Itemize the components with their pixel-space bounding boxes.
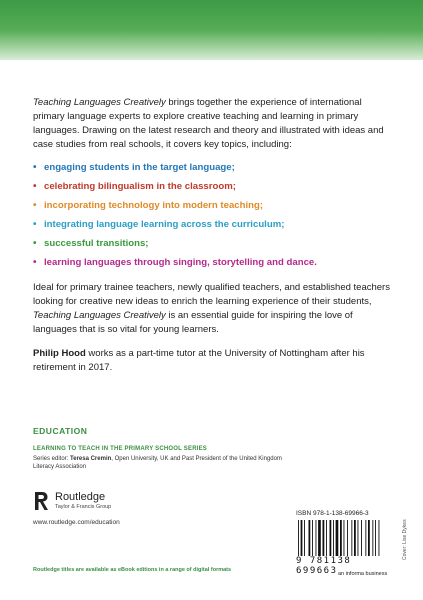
topic-label: incorporating technology into modern teaching; bbox=[44, 200, 264, 211]
author-bio-text: works as a part-time tutor at the University of Nottingham after his retirement in 2017. bbox=[33, 348, 365, 373]
topic-item bbox=[33, 181, 393, 193]
routledge-logo bbox=[33, 489, 193, 523]
book-title-italic: Teaching Languages Creatively bbox=[33, 97, 166, 108]
bullet-icon: • bbox=[33, 219, 37, 230]
topic-label: successful transitions; bbox=[44, 238, 149, 249]
ebook-note: Routledge titles are available as eBook editions in a range of digital formats bbox=[33, 567, 232, 573]
bullet-icon: • bbox=[33, 257, 37, 268]
series-title: LEARNING TO TEACH IN THE PRIMARY SCHOOL SERIES bbox=[33, 446, 207, 452]
bullet-icon: • bbox=[33, 162, 37, 173]
topic-label: celebrating bilingualism in the classroom; bbox=[44, 181, 236, 192]
topic-item bbox=[33, 219, 393, 231]
cover-credit: Cover: Lise Dykes bbox=[402, 519, 408, 560]
bullet-icon: • bbox=[33, 181, 37, 192]
topic-item bbox=[33, 162, 393, 174]
publisher-website: www.routledge.com/education bbox=[33, 519, 120, 526]
informa-business: an informa business bbox=[338, 571, 388, 577]
blurb bbox=[33, 96, 393, 375]
audience-text-after: is an essential guide for inspiring the love of languages that is so vital for young learners. bbox=[33, 310, 353, 335]
barcode-digits: 9 781138 699663 bbox=[296, 556, 352, 576]
author-name: Philip Hood bbox=[33, 348, 86, 359]
series-editor-prefix: Series editor: bbox=[33, 456, 71, 462]
publisher-name: Routledge bbox=[55, 491, 106, 503]
barcode bbox=[296, 520, 396, 556]
publisher-group: Taylor & Francis Group bbox=[55, 504, 112, 510]
author-bio bbox=[33, 347, 393, 375]
topic-label: learning languages through singing, storytelling and dance. bbox=[44, 257, 317, 268]
subject-category: EDUCATION bbox=[33, 426, 88, 436]
audience-paragraph bbox=[33, 281, 393, 337]
bullet-icon: • bbox=[33, 200, 37, 211]
series-editor-name: Teresa Cremin bbox=[70, 456, 112, 462]
topic-list bbox=[33, 162, 393, 269]
isbn: ISBN 978-1-138-69966-3 bbox=[296, 510, 369, 517]
top-green-band bbox=[0, 0, 423, 60]
series-editor bbox=[33, 455, 283, 471]
topic-item bbox=[33, 257, 393, 269]
audience-text-before: Ideal for primary trainee teachers, newly qualified teachers, and established teachers looking for creative new ideas to enrich the learning experience of their students, bbox=[33, 282, 390, 307]
bullet-icon: • bbox=[33, 238, 37, 249]
series-editor-rest: , Open University, UK and Past President of the United Kingdom Literacy Association bbox=[33, 456, 282, 470]
routledge-r-icon bbox=[33, 489, 51, 511]
topic-label: integrating language learning across the curriculum; bbox=[44, 219, 285, 230]
topic-label: engaging students in the target language; bbox=[44, 162, 235, 173]
topic-item bbox=[33, 200, 393, 212]
intro-text: brings together the experience of international primary language experts to explore creative teaching and learning in primary languages. Drawing on the latest research and theory and illustrated with ideas and case studies from real schools, it covers key topics, including: bbox=[33, 97, 384, 150]
intro-paragraph bbox=[33, 96, 393, 152]
topic-item bbox=[33, 238, 393, 250]
book-title-italic-2: Teaching Languages Creatively bbox=[33, 310, 166, 321]
